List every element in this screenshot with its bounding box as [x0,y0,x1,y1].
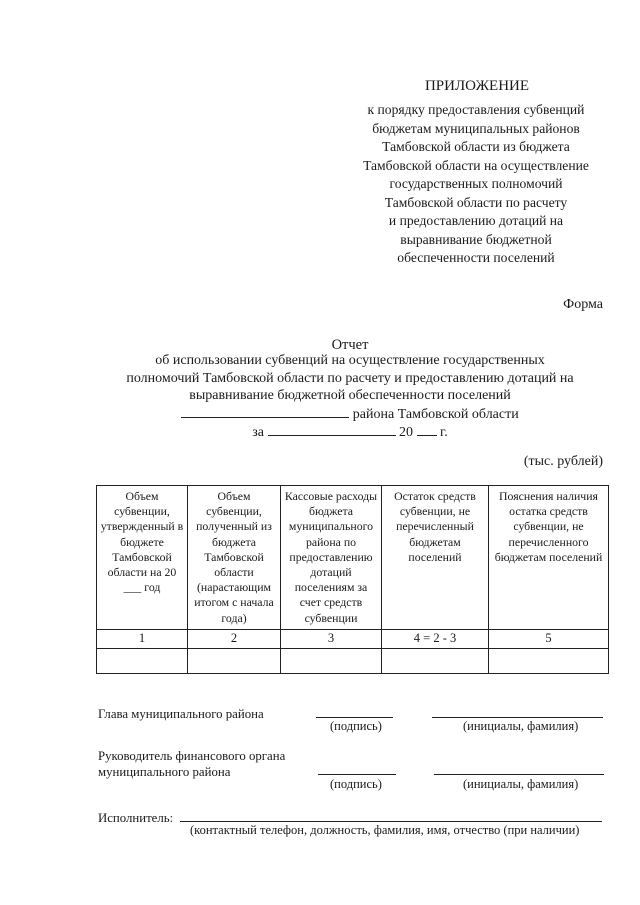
appendix-line: к порядку предоставления субвенций [367,102,585,117]
finance-label-line-2: муниципального района [98,765,231,779]
appendix-line: государственных полномочий [389,176,563,191]
column-number: 2 [188,629,281,648]
data-cell[interactable] [281,648,382,673]
header-cell: Объем субвенции, утвержденный в бюджете Тамбовской области на 20 ___ год [97,486,188,630]
units-label: (тыс. рублей) [523,454,603,469]
report-line-1: об использовании субвенций на осуществление государственных [155,353,545,368]
column-number: 5 [489,629,609,648]
report-line-2: полномочий Тамбовской области по расчету и предоставлению дотаций на [126,370,574,386]
data-cell[interactable] [188,648,281,673]
column-number: 4 = 2 - 3 [382,629,489,648]
header-cell: Кассовые расходы бюджета муниципального района по предоставлению дотаций поселениям за счет средств субвенции [281,486,382,630]
finance-label-line-1: Руководитель финансового органа [98,749,286,763]
header-cell: Остаток средств субвенции, не перечисленный бюджетам поселений [382,486,489,630]
report-subtitle [60,352,640,442]
district-line [60,405,640,424]
period-prefix: за [252,425,265,440]
report-title: Отчет [331,337,369,353]
appendix-line: обеспеченности поселений [397,250,555,265]
appendix-text [326,101,626,268]
district-blank[interactable] [181,405,349,418]
appendix-line: Тамбовской области по расчету [384,194,568,210]
year-blank[interactable] [417,423,437,436]
period-line [60,423,640,442]
head-signature-line[interactable] [316,717,393,718]
header-cell: Пояснения наличия остатка средств субвенции, не перечисленного бюджетам поселений [489,486,609,630]
head-signature-caption: (подпись) [330,719,382,733]
header-cell: Объем субвенции, полученный из бюджета Тамбовской области (нарастающим итогом с начала года) [188,486,281,630]
head-initials-caption: (инициалы, фамилия) [463,719,579,733]
appendix-line: бюджетам муниципальных районов [372,120,580,136]
executor-label: Исполнитель: [98,811,174,825]
report-line-3: выравнивание бюджетной обеспеченности поселений [189,388,511,403]
finance-signature-line[interactable] [318,774,396,775]
appendix-line: Тамбовской области на осуществление [363,157,589,173]
data-cell[interactable] [97,648,188,673]
data-cell[interactable] [489,648,609,673]
period-blank[interactable] [268,423,396,436]
executor-line[interactable] [180,821,602,822]
data-cell[interactable] [382,648,489,673]
head-label: Глава муниципального района [98,707,264,721]
table-number-row [97,629,609,648]
appendix-line: выравнивание бюджетной [400,231,552,247]
table-data-row [97,648,609,673]
executor-caption: (контактный телефон, должность, фамилия, имя, отчество (при наличии) [190,823,580,837]
appendix-title: ПРИЛОЖЕНИЕ [424,78,530,94]
column-number: 1 [97,629,188,648]
appendix-line: и предоставлению дотаций на [388,213,564,228]
head-initials-line[interactable] [432,717,603,718]
appendix-line: Тамбовской области из бюджета [382,139,570,154]
district-suffix: района Тамбовской области [352,406,519,422]
report-table [96,485,609,674]
appendix-block [0,0,640,270]
finance-initials-line[interactable] [434,774,604,775]
column-number: 3 [281,629,382,648]
finance-label [98,748,285,780]
table-header-row [97,486,609,630]
form-label: Форма [563,297,603,312]
year-suffix: г. [440,425,448,440]
finance-signature-caption: (подпись) [330,777,382,791]
year-prefix: 20 [399,425,414,440]
finance-initials-caption: (инициалы, фамилия) [463,777,579,791]
